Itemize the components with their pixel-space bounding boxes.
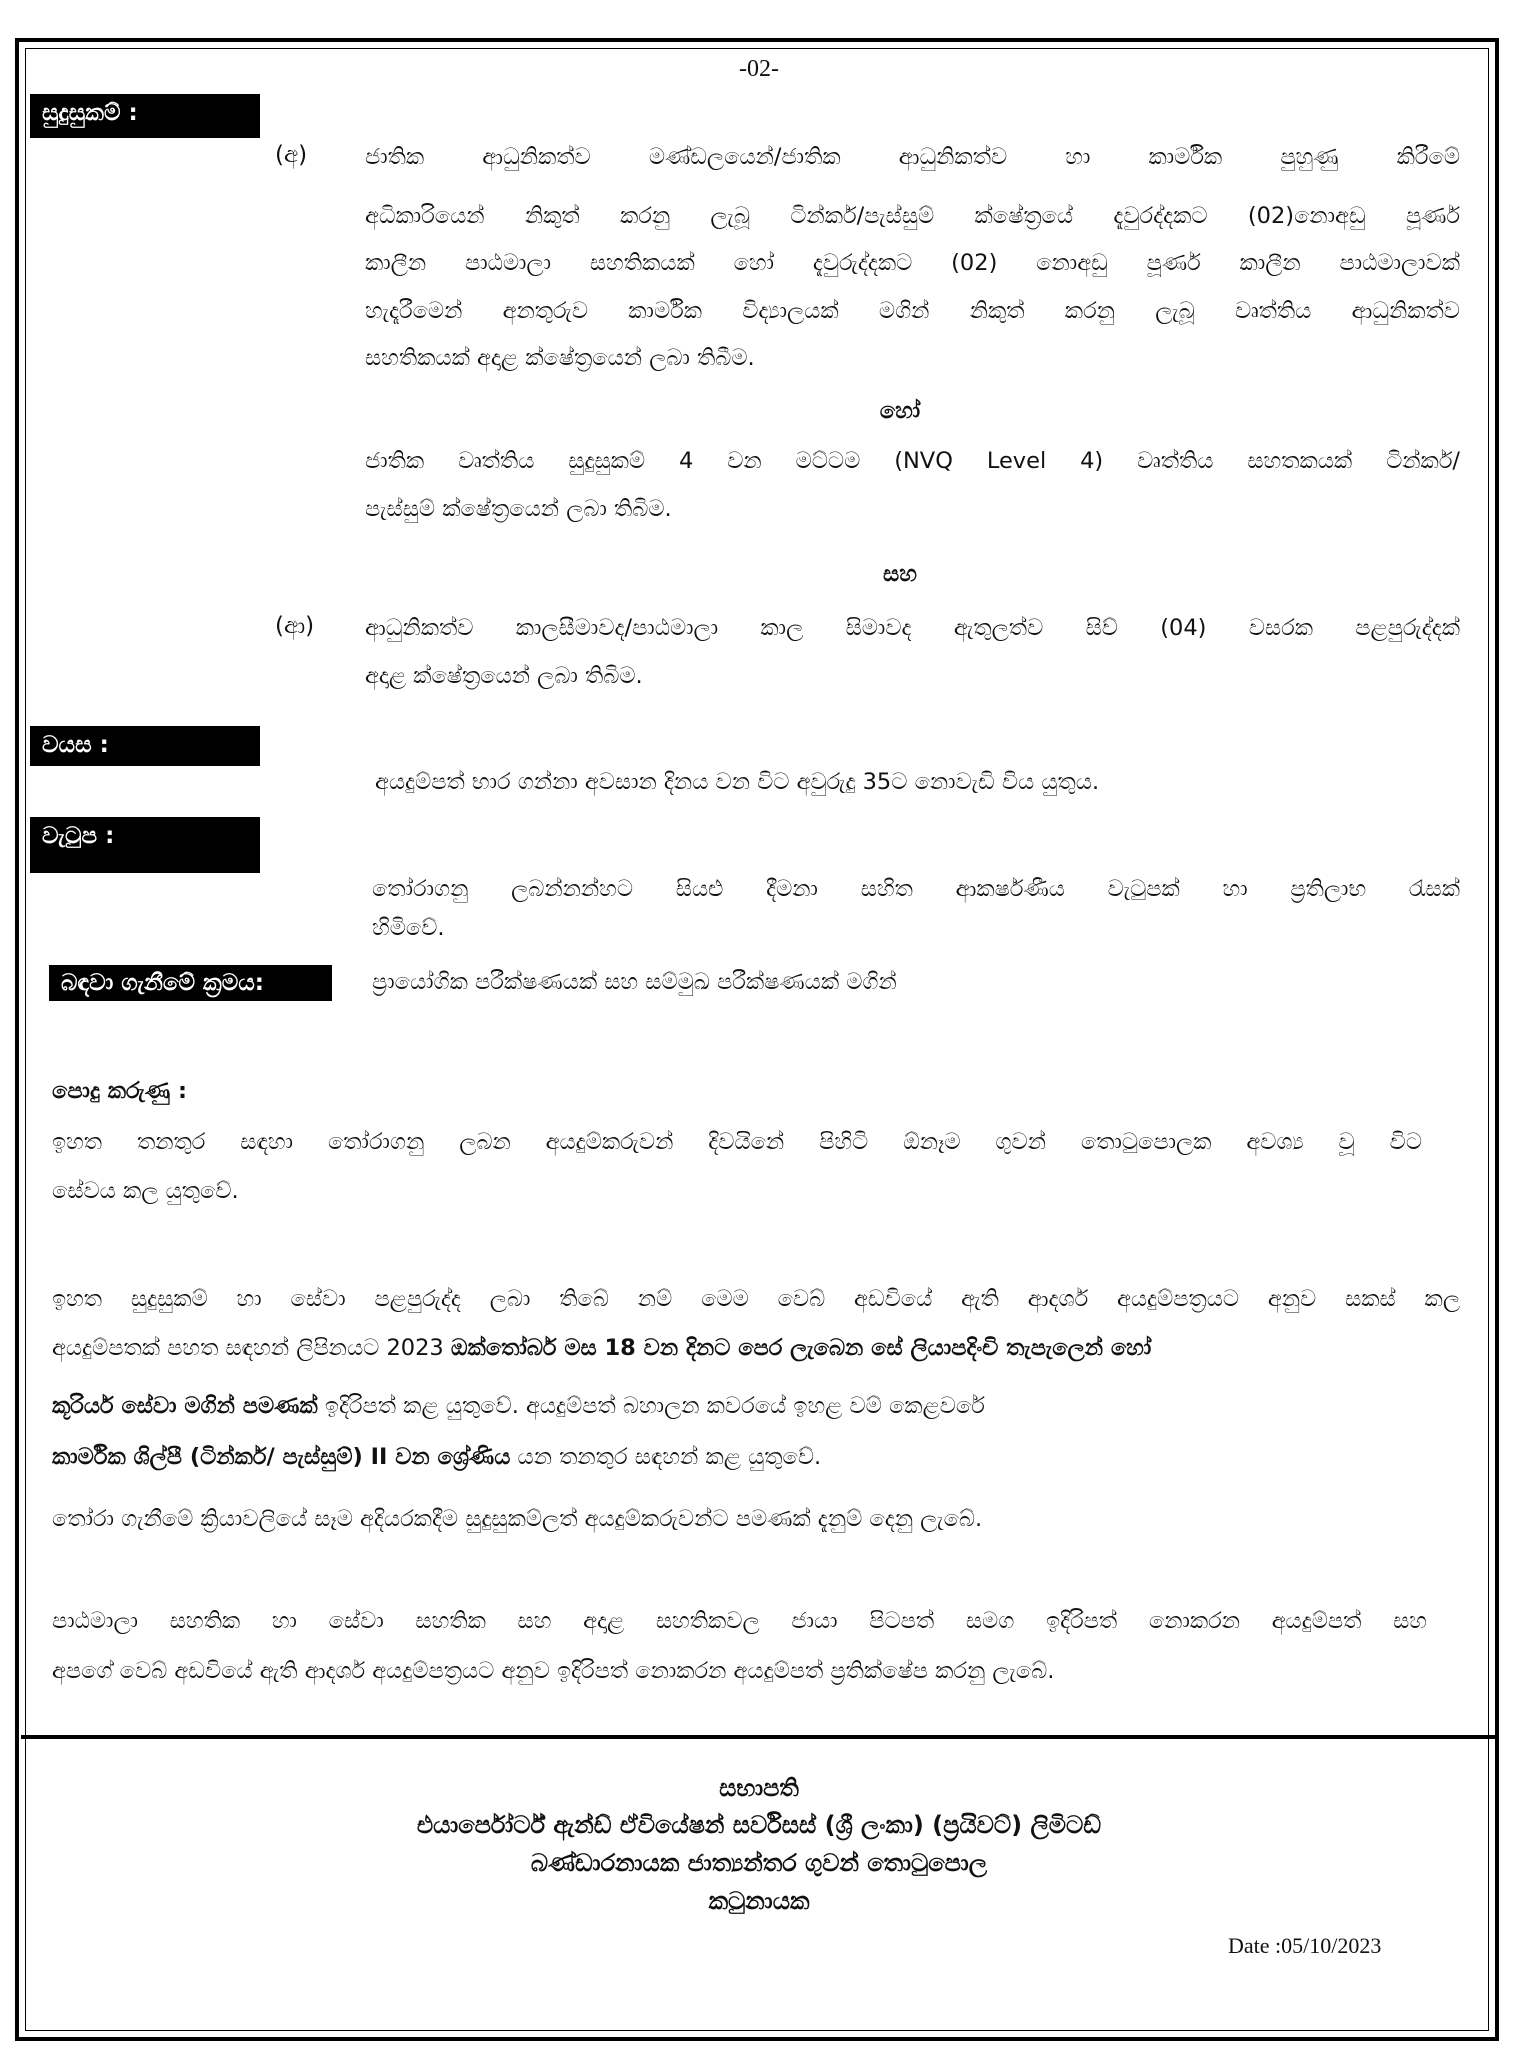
salary-line-2: හිමිවේ. [372,915,445,941]
general-line-1: ඉහත තනතුර සඳහා තෝරාගනු ලබන අයදුම්කරුවන් දිවයිනේ පිහිටි ඕනෑම ගුවන් තොටුපොලක අවශ්‍ය වූ විට [52,1129,1422,1155]
application-line-3b: ඉදිරිපත් කළ යුතුවේ. අයදුම්පත් බහාලන කවරයේ ඉහළ වම් කෙළවරේ [317,1393,985,1419]
application-deadline: ඔක්තෝබර් මස 18 වන දිනට පෙර ලැබෙන සේ ලියාපදිංචි තැපැලෙන් හෝ [450,1335,1152,1361]
footer-title: සභාපති [719,1774,799,1802]
salary-line-1: තෝරාගනු ලබන්නන්හට සියළු දීමනා සහිත ආකර්ෂණීය වැටුපක් හා ප්‍රතිලාභ රැසක් [372,876,1460,902]
rejection-line-2: අපගේ වෙබ් අඩවියේ ඇති ආදර්ශ අයදුම්පත්‍රයට අනුව ඉදිරිපත් නොකරන අයදුම්පත් ප්‍රතික්ෂේප කරනු ලැබේ. [52,1658,1055,1684]
nvq-line-2: පැස්සුම් ක්ෂේත්‍රයෙන් ලබා තිබිම. [365,496,672,522]
application-line-4 [52,1442,821,1472]
footer-airport: බණ්ඩාරනායක ජාත්‍යන්තර ගුවන් තොටුපොල [530,1849,988,1877]
item-a-marker: (අ) [275,142,308,168]
notice-text: තෝරා ගැනීමේ ක්‍රියාවලියේ සෑම අදියරකදීම සුදුසුකම්ලත් අයදුම්කරුවන්ට පමණක් දැනුම් දෙනු ලැබේ. [52,1506,983,1532]
item-aa-line-1: ආධුනිකත්ව කාලසීමාවද/පාඨමාලා කාල සිමාවද ඇතුලත්ව සිව් (04) වසරක පළපුරුද්දක් [365,615,1460,641]
nvq-line-1: ජාතික වෘත්තිය සුදුසුකම් 4 වන මට්ටම (NVQ Level 4) වෘත්තිය සහතකයක් ටින්කර්/ [365,448,1460,474]
general-heading: පොදු කරුණු : [52,1078,187,1104]
age-label: වයස : [30,726,260,766]
item-a-line-4: හැදෑරීමෙන් අනතුරුව කාර්මික විද්‍යාලයක් මගින් නිකුත් කරනු ලැබූ වෘත්තිය ආධුනිකත්ව [365,298,1460,324]
application-line-1: ඉහත සුදුසුකම් හා සේවා පළපුරුද්ද ලබා තිබේ නම් මෙම වෙබ් අඩවියේ ඇති ආදර්ශ අයදුම්පත්‍රයට අනුව සකස් කල [52,1286,1460,1312]
application-line-2 [52,1333,1151,1363]
recruitment-label: බඳවා ගැනීමේ ක්‍රමය: [49,965,332,1001]
item-a-line-2: අධිකාරියෙන් නිකුත් කරනු ලැබූ ටින්කර්/පැස්සුම් ක්ෂේත්‍රයේ දැවුරද්දකට (02)නොඅඩු පූර්ණ [365,203,1460,229]
and-word: සහ [883,561,917,587]
application-line-4b: යන තනතුර සඳහන් කළ යුතුවේ. [510,1444,822,1470]
qualifications-label: සුදුසුකම් : [30,94,260,138]
salary-label: වැටුප : [30,817,260,873]
position-name: කාර්මික ශිල්පී (ටින්කර්/ පැස්සුම්) II වන ශ්‍රේණිය [52,1444,511,1470]
item-a-line-3: කාලීන පාඨමාලා සහතිකයක් හෝ දැවුරුද්දකට (02) නොඅඩු පූර්ණ කාලීන පාඨමාලාවක් [365,250,1460,276]
item-aa-line-2: අදාළ ක්ෂේත්‍රයෙන් ලබා තිබිම. [365,663,643,689]
or-word: හෝ [879,398,921,424]
footer-company: එයාර්පෝර්ට් ඇන්ඩ් ඒවියේෂන් සර්විසස් (ශ්‍රී ලංකා) (ප්‍රයිවට්) ලිමිටඩ් [416,1811,1102,1839]
application-line-2a: අයදුම්පතක් පහත සඳහන් ලිපිනයට 2023 [52,1335,451,1361]
application-line-3 [52,1391,985,1421]
footer-divider [21,1735,1497,1739]
page-number: -02- [739,56,779,82]
age-text: අයදුම්පත් භාර ගන්නා අවසාන දිනය වන විට අවුරුදු 35ට නොවැඩි විය යුතුය. [375,769,1100,795]
application-courier: කූරියර් සේවා මගින් පමණක් [52,1393,318,1419]
footer-city: කටුනායක [708,1887,810,1915]
recruitment-text: ප්‍රායෝගික පරීක්ෂණයක් සහ සම්මුඛ පරීක්ෂණයක් මගින් [372,969,897,995]
page-border [15,38,1499,2041]
rejection-line-1: පාඨමාලා සහතික හා සේවා සහතික සහ අදාළ සහතිකවල ජායා පිටපත් සමග ඉදිරිපත් නොකරන අයදුම්පත් සහ [52,1608,1427,1634]
item-a-line-5: සහතිකයක් අදාළ ක්ෂේත්‍රයෙන් ලබා තිබීම. [365,345,755,371]
item-aa-marker: (ආ) [275,613,315,639]
footer-date: Date :05/10/2023 [1228,1933,1382,1958]
item-a-line-1: ජාතික ආධුනිකත්ව මණ්ඩලයෙන්/ජාතික ආධුනිකත්ව හා කාර්මික පුහුණු කිරීමේ [365,144,1460,170]
general-line-2: සේවය කල යුතුවේ. [52,1178,239,1204]
